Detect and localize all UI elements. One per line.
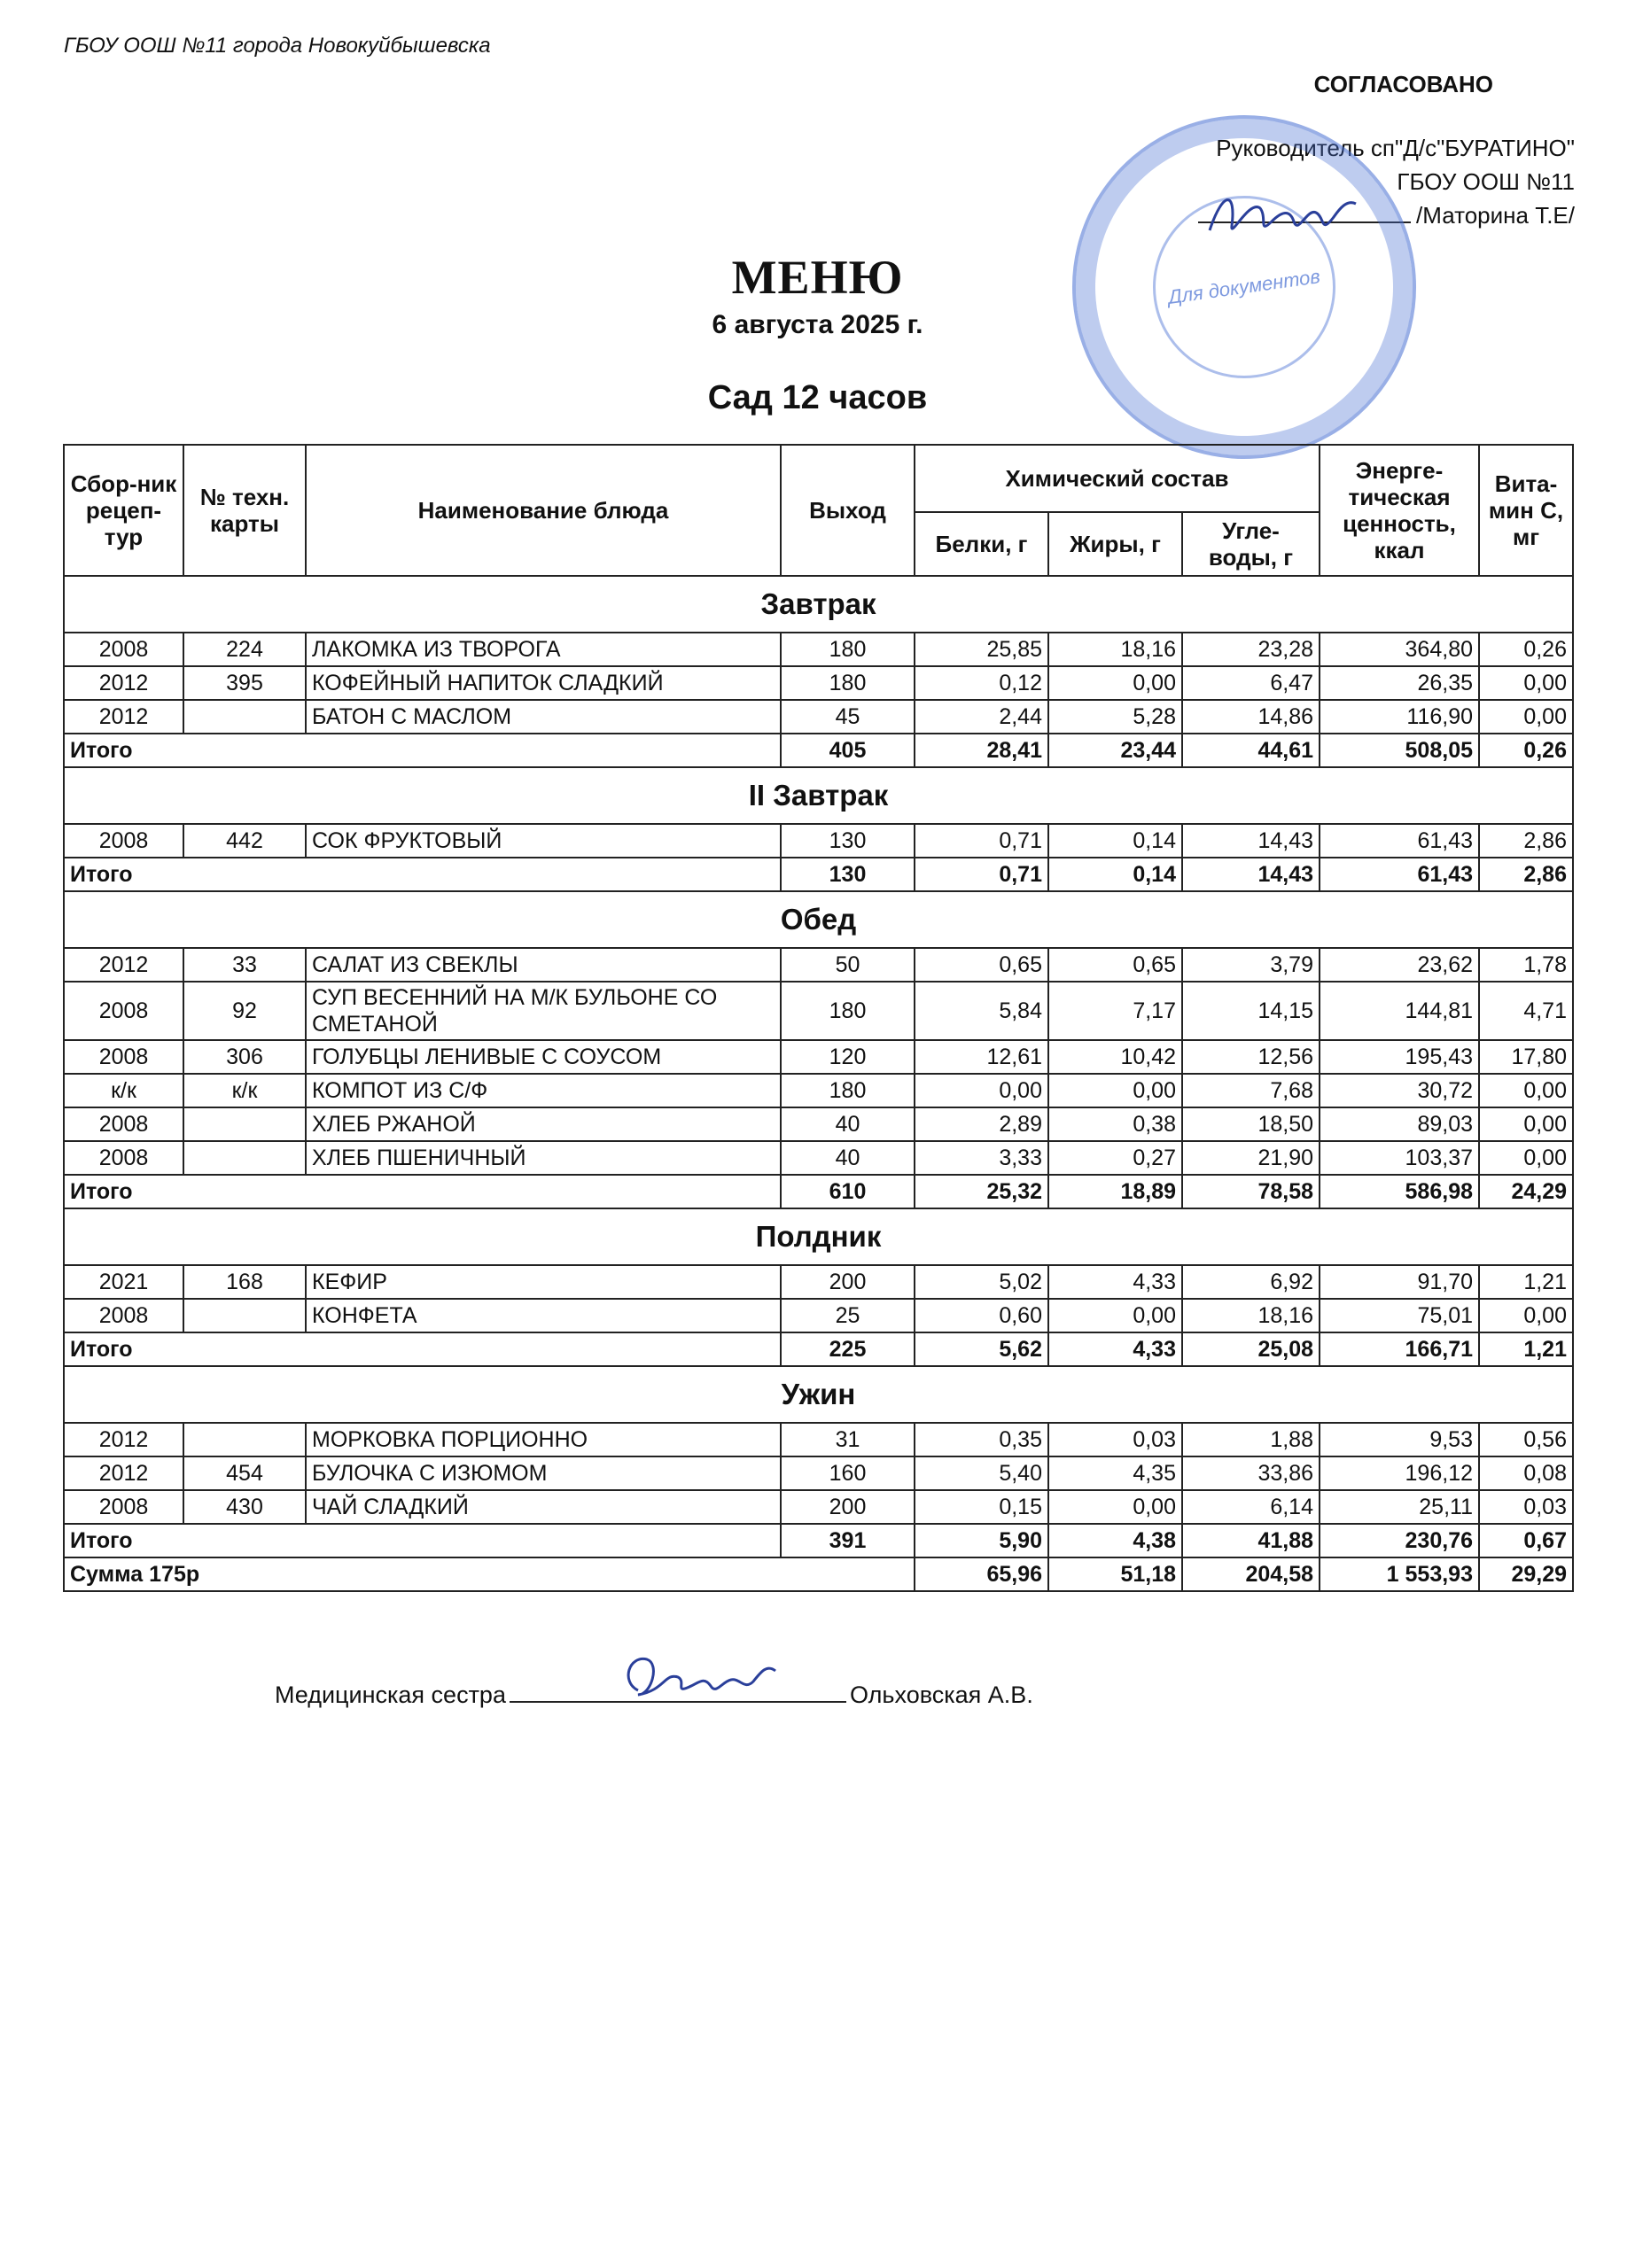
cell-proteins: 12,61: [915, 1040, 1048, 1074]
total-row: [64, 858, 1573, 891]
sum-proteins: 65,96: [915, 1557, 1048, 1591]
cell-card: 168: [183, 1265, 306, 1299]
header-energy: Энерге-тическая ценность, ккал: [1320, 445, 1479, 576]
cell-vitamin: 1,78: [1479, 948, 1573, 982]
cell-yield: 200: [781, 1265, 915, 1299]
cell-card: к/к: [183, 1074, 306, 1107]
cell-dish-name: МОРКОВКА ПОРЦИОННО: [306, 1423, 781, 1456]
menu-table-body: [64, 576, 1573, 1591]
cell-energy: 61,43: [1320, 824, 1479, 858]
table-row: [64, 1141, 1573, 1175]
cell-vitamin: 17,80: [1479, 1040, 1573, 1074]
cell-proteins: 5,84: [915, 982, 1048, 1040]
cell-collection: к/к: [64, 1074, 183, 1107]
cell-fats: 5,28: [1048, 700, 1182, 734]
cell-yield: 180: [781, 633, 915, 666]
cell-energy: 196,12: [1320, 1456, 1479, 1490]
total-proteins: 28,41: [915, 734, 1048, 767]
cell-fats: 0,14: [1048, 824, 1182, 858]
cell-vitamin: 0,00: [1479, 1107, 1573, 1141]
cell-card: [183, 1107, 306, 1141]
cell-proteins: 0,60: [915, 1299, 1048, 1332]
cell-dish-name: БУЛОЧКА С ИЗЮМОМ: [306, 1456, 781, 1490]
cell-vitamin: 0,00: [1479, 1141, 1573, 1175]
total-carbs: 41,88: [1182, 1524, 1320, 1557]
cell-fats: 4,35: [1048, 1456, 1182, 1490]
total-vitamin: 0,67: [1479, 1524, 1573, 1557]
section-header: [64, 1366, 1573, 1423]
cell-energy: 89,03: [1320, 1107, 1479, 1141]
cell-dish-name: КОМПОТ ИЗ С/Ф: [306, 1074, 781, 1107]
cell-card: 395: [183, 666, 306, 700]
cell-fats: 0,38: [1048, 1107, 1182, 1141]
cell-collection: 2008: [64, 1107, 183, 1141]
section-title: II Завтрак: [64, 767, 1573, 824]
cell-dish-name: КОФЕЙНЫЙ НАПИТОК СЛАДКИЙ: [306, 666, 781, 700]
cell-proteins: 2,44: [915, 700, 1048, 734]
cell-proteins: 0,00: [915, 1074, 1048, 1107]
total-proteins: 5,90: [915, 1524, 1048, 1557]
cell-carbs: 6,92: [1182, 1265, 1320, 1299]
header-card: № техн. карты: [183, 445, 306, 576]
table-row: [64, 982, 1573, 1040]
total-energy: 508,05: [1320, 734, 1479, 767]
cell-yield: 200: [781, 1490, 915, 1524]
cell-fats: 0,00: [1048, 1299, 1182, 1332]
section-header: [64, 576, 1573, 633]
table-row: [64, 700, 1573, 734]
table-row: [64, 1456, 1573, 1490]
cell-collection: 2012: [64, 948, 183, 982]
cell-proteins: 0,71: [915, 824, 1048, 858]
cell-vitamin: 0,00: [1479, 666, 1573, 700]
cell-dish-name: ЛАКОМКА ИЗ ТВОРОГА: [306, 633, 781, 666]
cell-card: 224: [183, 633, 306, 666]
total-proteins: 25,32: [915, 1175, 1048, 1208]
cell-energy: 116,90: [1320, 700, 1479, 734]
cell-carbs: 14,86: [1182, 700, 1320, 734]
total-row: [64, 1332, 1573, 1366]
cell-dish-name: ХЛЕБ РЖАНОЙ: [306, 1107, 781, 1141]
cell-yield: 31: [781, 1423, 915, 1456]
cell-energy: 364,80: [1320, 633, 1479, 666]
section-title: Полдник: [64, 1208, 1573, 1265]
total-carbs: 44,61: [1182, 734, 1320, 767]
cell-yield: 160: [781, 1456, 915, 1490]
cell-collection: 2012: [64, 1456, 183, 1490]
section-header: [64, 767, 1573, 824]
cell-dish-name: ЧАЙ СЛАДКИЙ: [306, 1490, 781, 1524]
cell-energy: 26,35: [1320, 666, 1479, 700]
cell-card: 92: [183, 982, 306, 1040]
approval-name: /Маторина Т.Е/: [1416, 202, 1575, 229]
table-row: [64, 633, 1573, 666]
cell-collection: 2008: [64, 982, 183, 1040]
cell-proteins: 5,40: [915, 1456, 1048, 1490]
cell-card: 306: [183, 1040, 306, 1074]
total-energy: 61,43: [1320, 858, 1479, 891]
cell-collection: 2021: [64, 1265, 183, 1299]
cell-fats: 0,00: [1048, 1490, 1182, 1524]
approval-line-2: ГБОУ ООШ №11: [1397, 168, 1575, 195]
cell-collection: 2008: [64, 1299, 183, 1332]
cell-yield: 180: [781, 982, 915, 1040]
cell-card: [183, 1299, 306, 1332]
total-energy: 230,76: [1320, 1524, 1479, 1557]
cell-carbs: 18,16: [1182, 1299, 1320, 1332]
cell-fats: 10,42: [1048, 1040, 1182, 1074]
total-fats: 4,38: [1048, 1524, 1182, 1557]
table-row: [64, 666, 1573, 700]
header-fats: Жиры, г: [1048, 512, 1182, 576]
cell-dish-name: СОК ФРУКТОВЫЙ: [306, 824, 781, 858]
cell-dish-name: ХЛЕБ ПШЕНИЧНЫЙ: [306, 1141, 781, 1175]
section-header: [64, 891, 1573, 948]
cell-yield: 25: [781, 1299, 915, 1332]
cell-dish-name: КОНФЕТА: [306, 1299, 781, 1332]
cell-energy: 144,81: [1320, 982, 1479, 1040]
cell-card: 33: [183, 948, 306, 982]
total-yield: 391: [781, 1524, 915, 1557]
total-carbs: 14,43: [1182, 858, 1320, 891]
cell-fats: 0,27: [1048, 1141, 1182, 1175]
nurse-signature: [611, 1646, 789, 1717]
menu-date: 6 августа 2025 г.: [712, 310, 923, 339]
total-energy: 166,71: [1320, 1332, 1479, 1366]
cell-vitamin: 0,00: [1479, 1299, 1573, 1332]
cell-carbs: 6,47: [1182, 666, 1320, 700]
cell-collection: 2008: [64, 1490, 183, 1524]
cell-proteins: 3,33: [915, 1141, 1048, 1175]
cell-vitamin: 0,00: [1479, 700, 1573, 734]
total-energy: 586,98: [1320, 1175, 1479, 1208]
total-fats: 4,33: [1048, 1332, 1182, 1366]
total-fats: 23,44: [1048, 734, 1182, 767]
cell-carbs: 21,90: [1182, 1141, 1320, 1175]
cell-vitamin: 4,71: [1479, 982, 1573, 1040]
total-yield: 405: [781, 734, 915, 767]
total-vitamin: 0,26: [1479, 734, 1573, 767]
total-vitamin: 2,86: [1479, 858, 1573, 891]
table-row: [64, 1299, 1573, 1332]
nurse-role: Медицинская сестра: [275, 1682, 506, 1708]
cell-fats: 0,03: [1048, 1423, 1182, 1456]
menu-subtitle: Сад 12 часов: [707, 379, 928, 416]
cell-collection: 2012: [64, 700, 183, 734]
cell-carbs: 7,68: [1182, 1074, 1320, 1107]
cell-energy: 103,37: [1320, 1141, 1479, 1175]
header-carbs: Угле-воды, г: [1182, 512, 1320, 576]
section-header: [64, 1208, 1573, 1265]
cell-yield: 120: [781, 1040, 915, 1074]
cell-dish-name: БАТОН С МАСЛОМ: [306, 700, 781, 734]
total-yield: 225: [781, 1332, 915, 1366]
cell-vitamin: 0,03: [1479, 1490, 1573, 1524]
section-title: Обед: [64, 891, 1573, 948]
cell-collection: 2008: [64, 1040, 183, 1074]
total-label: Итого: [64, 1175, 781, 1208]
cell-yield: 180: [781, 1074, 915, 1107]
sum-fats: 51,18: [1048, 1557, 1182, 1591]
cell-carbs: 18,50: [1182, 1107, 1320, 1141]
cell-yield: 180: [781, 666, 915, 700]
table-row: [64, 948, 1573, 982]
table-row: [64, 1107, 1573, 1141]
total-label: Итого: [64, 734, 781, 767]
cell-vitamin: 2,86: [1479, 824, 1573, 858]
cell-collection: 2012: [64, 666, 183, 700]
table-row: [64, 1265, 1573, 1299]
table-row: [64, 824, 1573, 858]
header-vitamin: Вита-мин С, мг: [1479, 445, 1573, 576]
total-fats: 0,14: [1048, 858, 1182, 891]
section-title: Завтрак: [64, 576, 1573, 633]
sum-label: Сумма 175р: [64, 1557, 915, 1591]
cell-yield: 45: [781, 700, 915, 734]
cell-card: 454: [183, 1456, 306, 1490]
cell-vitamin: 0,00: [1479, 1074, 1573, 1107]
cell-card: [183, 700, 306, 734]
page-title: МЕНЮ: [731, 251, 904, 304]
cell-proteins: 25,85: [915, 633, 1048, 666]
cell-yield: 40: [781, 1107, 915, 1141]
table-row: [64, 1074, 1573, 1107]
header-proteins: Белки, г: [915, 512, 1048, 576]
cell-carbs: 3,79: [1182, 948, 1320, 982]
cell-proteins: 5,02: [915, 1265, 1048, 1299]
cell-proteins: 0,65: [915, 948, 1048, 982]
sum-row: [64, 1557, 1573, 1591]
cell-energy: 75,01: [1320, 1299, 1479, 1332]
cell-carbs: 23,28: [1182, 633, 1320, 666]
total-yield: 610: [781, 1175, 915, 1208]
cell-carbs: 1,88: [1182, 1423, 1320, 1456]
table-row: [64, 1490, 1573, 1524]
cell-dish-name: ГОЛУБЦЫ ЛЕНИВЫЕ С СОУСОМ: [306, 1040, 781, 1074]
organization-name: ГБОУ ООШ №11 города Новокуйбышевска: [64, 34, 491, 58]
total-row: [64, 734, 1573, 767]
cell-collection: 2008: [64, 824, 183, 858]
total-vitamin: 1,21: [1479, 1332, 1573, 1366]
cell-carbs: 14,43: [1182, 824, 1320, 858]
cell-vitamin: 0,08: [1479, 1456, 1573, 1490]
cell-collection: 2008: [64, 633, 183, 666]
cell-fats: 0,65: [1048, 948, 1182, 982]
total-carbs: 78,58: [1182, 1175, 1320, 1208]
cell-carbs: 6,14: [1182, 1490, 1320, 1524]
total-label: Итого: [64, 1332, 781, 1366]
sum-carbs: 204,58: [1182, 1557, 1320, 1591]
total-carbs: 25,08: [1182, 1332, 1320, 1366]
cell-carbs: 14,15: [1182, 982, 1320, 1040]
cell-vitamin: 0,56: [1479, 1423, 1573, 1456]
total-vitamin: 24,29: [1479, 1175, 1573, 1208]
header-collection: Сбор-ник рецеп-тур: [64, 445, 183, 576]
sum-energy: 1 553,93: [1320, 1557, 1479, 1591]
cell-vitamin: 0,26: [1479, 633, 1573, 666]
nurse-name: Ольховская А.В.: [849, 1682, 1033, 1708]
cell-card: [183, 1423, 306, 1456]
total-label: Итого: [64, 858, 781, 891]
director-signature: [1205, 182, 1365, 252]
total-proteins: 0,71: [915, 858, 1048, 891]
cell-energy: 9,53: [1320, 1423, 1479, 1456]
table-row: [64, 1423, 1573, 1456]
cell-fats: 18,16: [1048, 633, 1182, 666]
stamp-center: Для документов: [1141, 184, 1348, 391]
table-row: [64, 1040, 1573, 1074]
total-row: [64, 1524, 1573, 1557]
total-yield: 130: [781, 858, 915, 891]
cell-dish-name: КЕФИР: [306, 1265, 781, 1299]
cell-energy: 25,11: [1320, 1490, 1479, 1524]
menu-table: [63, 444, 1574, 1592]
cell-energy: 30,72: [1320, 1074, 1479, 1107]
cell-yield: 130: [781, 824, 915, 858]
cell-collection: 2012: [64, 1423, 183, 1456]
cell-energy: 91,70: [1320, 1265, 1479, 1299]
cell-proteins: 0,15: [915, 1490, 1048, 1524]
cell-dish-name: САЛАТ ИЗ СВЕКЛЫ: [306, 948, 781, 982]
cell-carbs: 33,86: [1182, 1456, 1320, 1490]
cell-card: [183, 1141, 306, 1175]
total-label: Итого: [64, 1524, 781, 1557]
header-chemical-composition: Химический состав: [915, 445, 1320, 512]
cell-dish-name: СУП ВЕСЕННИЙ НА М/К БУЛЬОНЕ СО СМЕТАНОЙ: [306, 982, 781, 1040]
total-row: [64, 1175, 1573, 1208]
approval-title: СОГЛАСОВАНО: [1313, 71, 1493, 97]
cell-energy: 195,43: [1320, 1040, 1479, 1074]
cell-proteins: 0,35: [915, 1423, 1048, 1456]
cell-vitamin: 1,21: [1479, 1265, 1573, 1299]
approval-line-1: Руководитель сп"Д/с"БУРАТИНО": [1216, 135, 1575, 161]
cell-fats: 7,17: [1048, 982, 1182, 1040]
cell-proteins: 2,89: [915, 1107, 1048, 1141]
sum-vitamin: 29,29: [1479, 1557, 1573, 1591]
total-proteins: 5,62: [915, 1332, 1048, 1366]
cell-yield: 40: [781, 1141, 915, 1175]
cell-fats: 0,00: [1048, 666, 1182, 700]
cell-card: 430: [183, 1490, 306, 1524]
cell-yield: 50: [781, 948, 915, 982]
cell-collection: 2008: [64, 1141, 183, 1175]
cell-carbs: 12,56: [1182, 1040, 1320, 1074]
cell-energy: 23,62: [1320, 948, 1479, 982]
header-yield: Выход: [781, 445, 915, 576]
section-title: Ужин: [64, 1366, 1573, 1423]
cell-fats: 0,00: [1048, 1074, 1182, 1107]
cell-proteins: 0,12: [915, 666, 1048, 700]
header-dish-name: Наименование блюда: [306, 445, 781, 576]
total-fats: 18,89: [1048, 1175, 1182, 1208]
cell-card: 442: [183, 824, 306, 858]
cell-fats: 4,33: [1048, 1265, 1182, 1299]
